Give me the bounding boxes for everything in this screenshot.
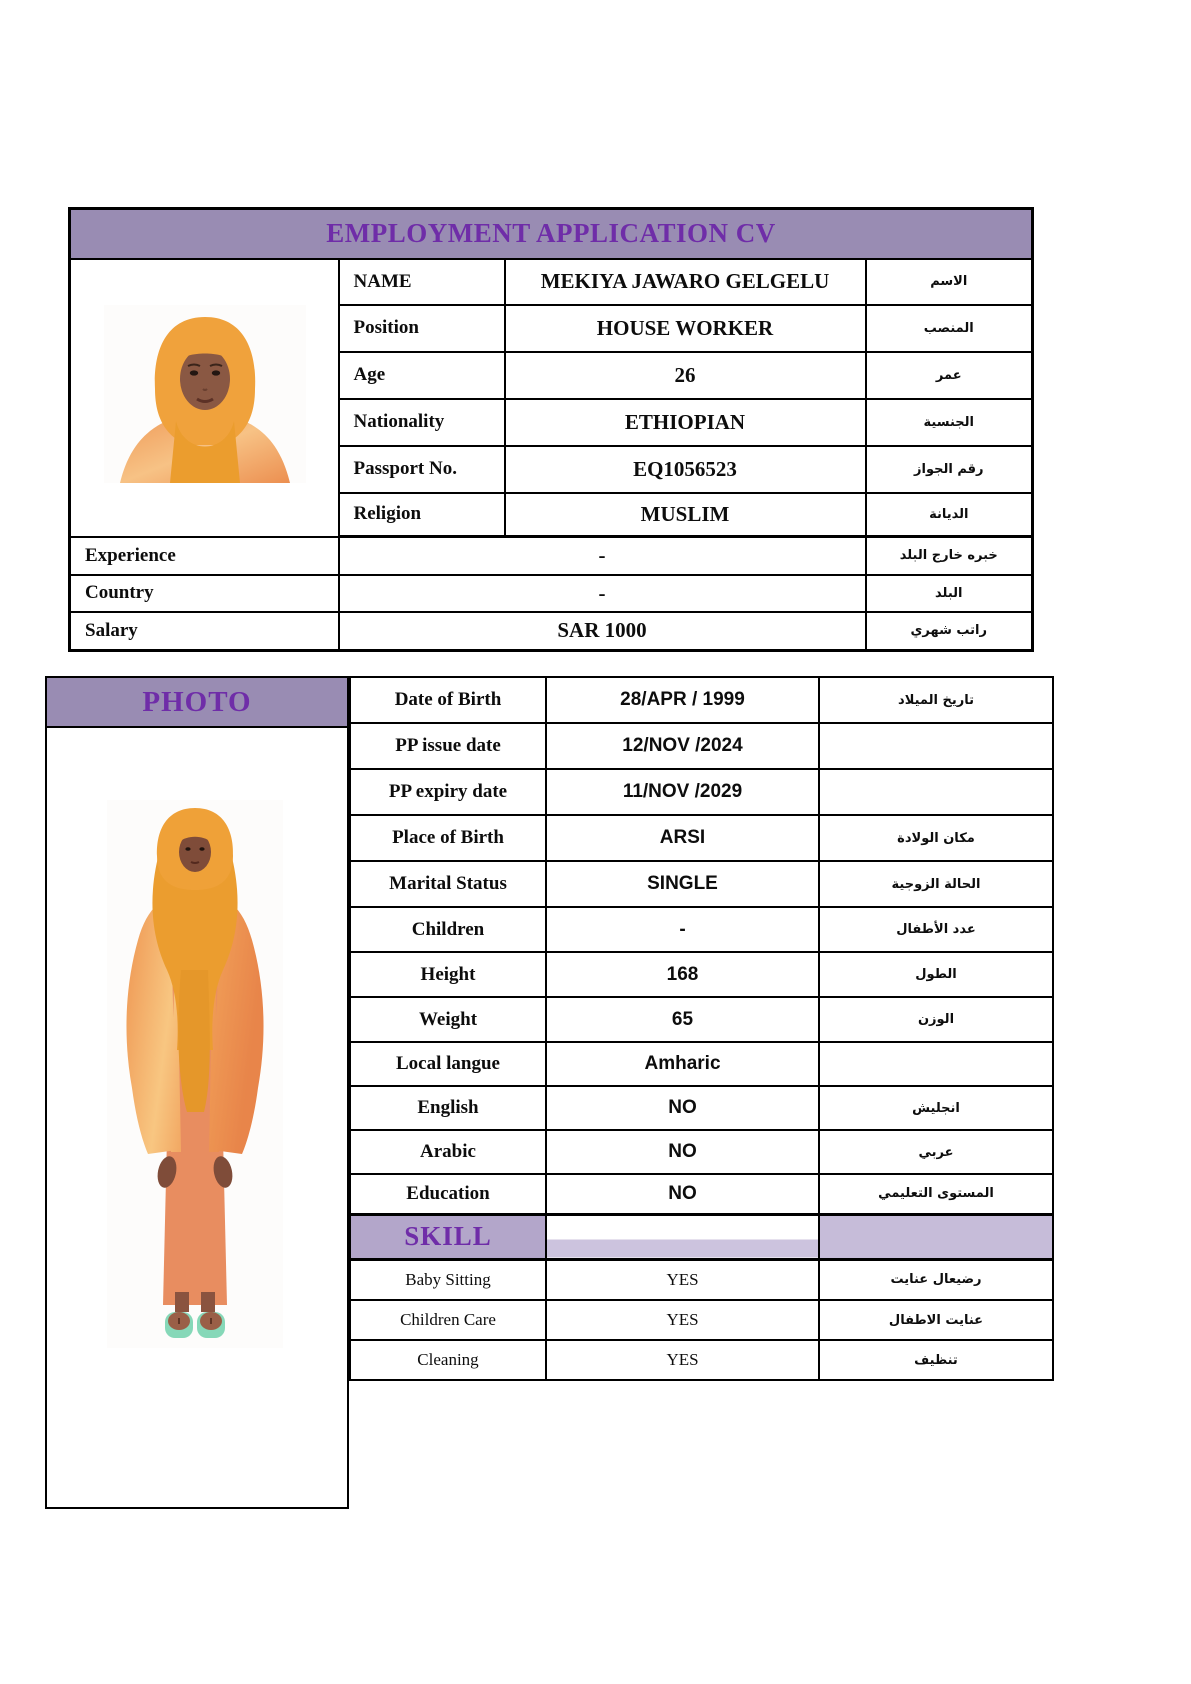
field-value: EQ1056523 [505, 446, 866, 493]
field-arabic: المستوى التعليمي [819, 1174, 1053, 1214]
field-arabic: عمر [866, 352, 1033, 399]
field-value: NO [546, 1086, 819, 1130]
field-label: Experience [70, 537, 339, 575]
field-arabic: خبره خارج البلد [866, 537, 1033, 575]
field-label: NAME [339, 259, 505, 305]
field-value: Amharic [546, 1042, 819, 1086]
skill-label: Children Care [350, 1300, 546, 1340]
field-label: Country [70, 575, 339, 612]
photo-header-label: PHOTO [142, 685, 252, 718]
field-value: 168 [546, 952, 819, 997]
field-label: Height [350, 952, 546, 997]
field-value: - [546, 907, 819, 952]
field-label: English [350, 1086, 546, 1130]
field-value: ETHIOPIAN [505, 399, 866, 446]
skill-value: YES [546, 1259, 819, 1300]
field-label: Weight [350, 997, 546, 1042]
document-title-bar [70, 209, 1033, 259]
field-value: - [339, 537, 866, 575]
full-body-photo [107, 800, 283, 1348]
field-value: 28/APR / 1999 [546, 677, 819, 723]
field-arabic: الاسم [866, 259, 1033, 305]
portrait-photo [104, 305, 306, 483]
field-label: PP expiry date [350, 769, 546, 815]
skill-value: YES [546, 1300, 819, 1340]
field-arabic: انجليش [819, 1086, 1053, 1130]
details-table [349, 676, 1054, 1381]
field-value: 26 [505, 352, 866, 399]
field-label: Passport No. [339, 446, 505, 493]
field-label: Local langue [350, 1042, 546, 1086]
field-arabic: رقم الجواز [866, 446, 1033, 493]
field-value: NO [546, 1130, 819, 1174]
field-label: Age [339, 352, 505, 399]
field-label: Nationality [339, 399, 505, 446]
field-label: Salary [70, 612, 339, 651]
field-value: ARSI [546, 815, 819, 861]
field-arabic: المنصب [866, 305, 1033, 352]
field-arabic [819, 769, 1053, 815]
field-arabic: تاريخ الميلاد [819, 677, 1053, 723]
field-value: HOUSE WORKER [505, 305, 866, 352]
field-label: Position [339, 305, 505, 352]
skill-header-label: SKILL [404, 1221, 492, 1251]
skill-value: YES [546, 1340, 819, 1380]
field-arabic: الطول [819, 952, 1053, 997]
skill-arabic: عنايت الاطفال [819, 1300, 1053, 1340]
field-arabic: عربي [819, 1130, 1053, 1174]
document-title: EMPLOYMENT APPLICATION CV [326, 218, 776, 249]
skill-header-cell [350, 1214, 546, 1259]
skill-arabic: رضيعال عنايت [819, 1259, 1053, 1300]
field-arabic [819, 1042, 1053, 1086]
skill-header-arabic-cell [819, 1214, 1053, 1259]
field-arabic [819, 723, 1053, 769]
skill-arabic: تنظيف [819, 1340, 1053, 1380]
field-label: Date of Birth [350, 677, 546, 723]
portrait-photo-cell [70, 259, 339, 537]
field-label: Education [350, 1174, 546, 1214]
field-arabic: الوزن [819, 997, 1053, 1042]
field-arabic: البلد [866, 575, 1033, 612]
field-arabic: مكان الولادة [819, 815, 1053, 861]
field-label: Religion [339, 493, 505, 537]
field-value: 11/NOV /2029 [546, 769, 819, 815]
field-value: MEKIYA JAWARO GELGELU [505, 259, 866, 305]
field-label: Arabic [350, 1130, 546, 1174]
skill-header-value-cell [546, 1214, 819, 1259]
field-label: Children [350, 907, 546, 952]
field-value: MUSLIM [505, 493, 866, 537]
field-arabic: الديانة [866, 493, 1033, 537]
photo-box [45, 676, 349, 1509]
field-value: 65 [546, 997, 819, 1042]
employment-table [68, 207, 1034, 652]
field-arabic: راتب شهري [866, 612, 1033, 651]
field-label: PP issue date [350, 723, 546, 769]
field-arabic: الجنسية [866, 399, 1033, 446]
field-value: SAR 1000 [339, 612, 866, 651]
field-value: NO [546, 1174, 819, 1214]
skill-label: Baby Sitting [350, 1259, 546, 1300]
field-value: 12/NOV /2024 [546, 723, 819, 769]
skill-label: Cleaning [350, 1340, 546, 1380]
field-value: - [339, 575, 866, 612]
photo-header-bar [47, 678, 347, 728]
field-arabic: عدد الأطفال [819, 907, 1053, 952]
field-value: SINGLE [546, 861, 819, 907]
field-label: Place of Birth [350, 815, 546, 861]
field-label: Marital Status [350, 861, 546, 907]
field-arabic: الحالة الزوجية [819, 861, 1053, 907]
scarf-tail [178, 970, 209, 1112]
